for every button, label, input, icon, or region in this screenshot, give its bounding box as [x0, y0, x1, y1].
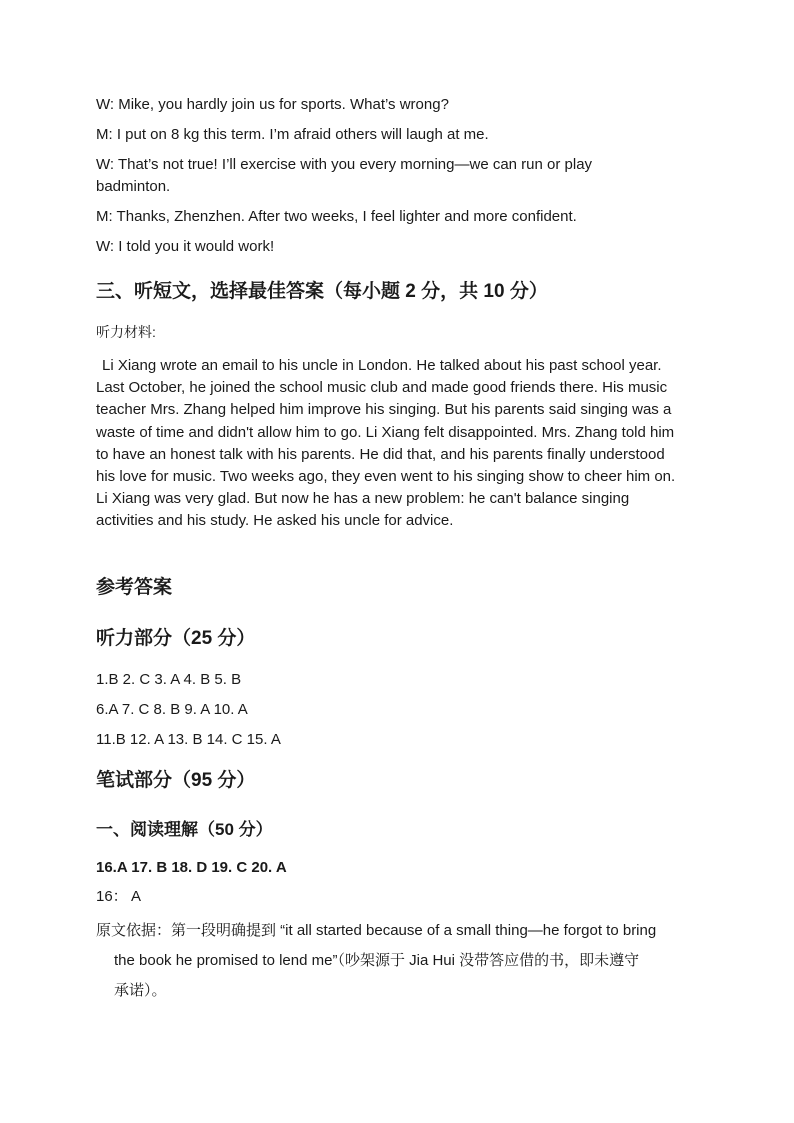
listening-section-heading: 听力部分（25 分）	[96, 628, 256, 649]
dialogue-line-3-continued: badminton.	[96, 178, 171, 195]
answer-key-heading: 参考答案	[96, 577, 173, 598]
listening-answers-row-1: 1.B 2. C 3. A 4. B 5. B	[96, 671, 242, 688]
explanation-line-2: the book he promised to lend me”（吵架源于 Jia Hui 没带答应借的书，即未遵守	[114, 952, 640, 969]
section-3-heading: 三、听短文，选择最佳答案（每小题 2 分，共 10 分）	[96, 281, 548, 302]
listening-answers-row-3: 11.B 12. A 13. B 14. C 15. A	[96, 731, 281, 748]
question-16-explanation	[96, 916, 700, 1006]
reading-answers: 16.A 17. B 18. D 19. C 20. A	[96, 859, 287, 876]
question-16-answer: 16： A	[96, 888, 142, 905]
listening-answers-row-2: 6.A 7. C 8. B 9. A 10. A	[96, 701, 248, 718]
explanation-line-1: 原文依据：第一段明确提到 “it all started because of a small thing—he forgot to bring	[96, 922, 657, 939]
reading-comprehension-heading: 一、阅读理解（50 分）	[96, 820, 273, 839]
dialogue-line-5: W: I told you it would work!	[96, 238, 275, 255]
listening-passage: Li Xiang wrote an email to his uncle in London. He talked about his past school year. Last October, he joined the school music club and made good friends there. His music teacher Mrs. Zhang helped him improve his singing. But his parents said singing was a waste of time and didn't allow him to go. Li Xiang felt disappointed. Mrs. Zhang told him to have an honest talk with his parents. He did that, and his parents finally understood his love for music. Two weeks ago, they even went to his singing show to cheer him on. Li Xiang was very glad. But now he has a new problem: he can't balance singing activities and his study. He asked his uncle for advice.	[96, 357, 676, 530]
explanation-line-3: 承诺）。	[114, 982, 167, 999]
dialogue-line-4: M: Thanks, Zhenzhen. After two weeks, I feel lighter and more confident.	[96, 208, 577, 225]
dialogue-line-3: W: That’s not true! I’ll exercise with you every morning—we can run or play	[96, 156, 593, 173]
listening-material-label: 听力材料:	[96, 324, 156, 340]
dialogue-line-2: M: I put on 8 kg this term. I’m afraid others will laugh at me.	[96, 126, 489, 143]
written-section-heading: 笔试部分（95 分）	[96, 770, 256, 791]
dialogue-line-1: W: Mike, you hardly join us for sports. What’s wrong?	[96, 96, 449, 113]
